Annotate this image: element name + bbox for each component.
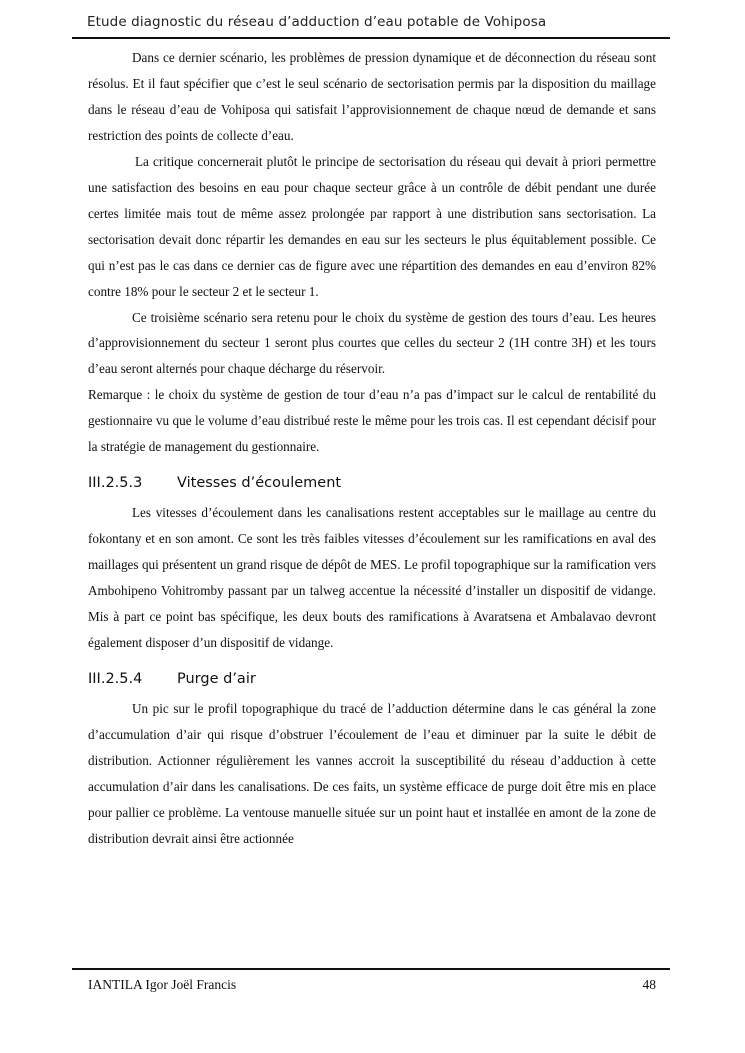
section-heading-purge (88, 666, 656, 692)
section-heading-vitesses (88, 470, 656, 496)
page-number: 48 (642, 977, 656, 992)
section-number: III.2.5.4 (88, 670, 143, 687)
paragraph-third-scenario: Ce troisième scénario sera retenu pour le choix du système de gestion des tours d’eau. Les heures d’approvisionnement du secteur 1 seront plus courtes que celles du secteur 2 (1H contre 3H) et les tours d’eau seront alternés pour chaque décharge du réservoir. (88, 309, 656, 377)
paragraph-remark: Remarque : le choix du système de gestion de tour d’eau n’a pas d’impact sur le calcul de rentabilité du gestionnaire vu que le volume d’eau distribué reste le même pour les trois cas. Il est cependant décisif pour la stratégie de management du gestionnaire. (88, 387, 656, 455)
document-body (88, 45, 656, 852)
paragraph-flow-velocities: Les vitesses d’écoulement dans les canalisations restent acceptables sur le maillage au centre du fokontany et en son amont. Ce sont les très faibles vitesses d’écoulement sur les ramifications en aval des maillages qui présentent un grand risque de dépôt de MES. Le profil topographique sur la ramification vers Ambohipeno Vohitromby passant par un talweg accentue la nécessité d’installer un dispositif de vidange. Mis à part ce point bas spécifique, les deux bouts des ramifications à Avaratsena et Ambalavao devront également disposer d’un dispositif de vidange. (88, 505, 656, 651)
section-title: Vitesses d’écoulement (177, 475, 342, 492)
section-title: Purge d’air (177, 670, 256, 687)
running-header: Etude diagnostic du réseau d’adduction d’eau potable de Vohiposa (87, 14, 547, 30)
footer-author: IANTILA Igor Joël Francis (88, 977, 237, 992)
section-number: III.2.5.3 (88, 475, 143, 492)
paragraph-scenario-resolution: Dans ce dernier scénario, les problèmes de pression dynamique et de déconnection du réseau sont résolus. Et il faut spécifier que c’est le seul scénario de sectorisation permis par la disposition du maillage dans le réseau d’eau de Vohiposa qui satisfait l’approvisionnement de chaque nœud de demande et sans restriction des points de collecte d’eau. (88, 50, 656, 143)
paragraph-air-purge: Un pic sur le profil topographique du tracé de l’adduction détermine dans le cas général la zone d’accumulation d’air qui risque d’obstruer l’écoulement de l’eau et diminuer par la suite le débit de distribution. Actionner régulièrement les vannes accroit la susceptibilité du réseau d’adduction à cette accumulation d’air dans les canalisations. De ces faits, un système efficace de purge doit être mis en place pour pallier ce problème. La ventouse manuelle située sur un point haut et installée en amont de la zone de distribution devrait ainsi être actionnée (88, 700, 656, 846)
paragraph-sectorisation-critique: La critique concernerait plutôt le principe de sectorisation du réseau qui devait à priori permettre une satisfaction des besoins en eau pour chaque secteur grâce à un contrôle de débit pendant une durée certes limitée mais tout de même assez prolongée par rapport à une distribution sans sectorisation. La sectorisation devait donc répartir les demandes en eau sur les secteurs le plus équitablement possible. Ce qui n’est pas le cas dans ce dernier cas de figure avec une répartition des demandes en eau d’environ 82% contre 18% pour le secteur 2 et le secteur 1. (88, 153, 656, 299)
footer-divider (72, 968, 670, 970)
header-divider (72, 37, 670, 39)
